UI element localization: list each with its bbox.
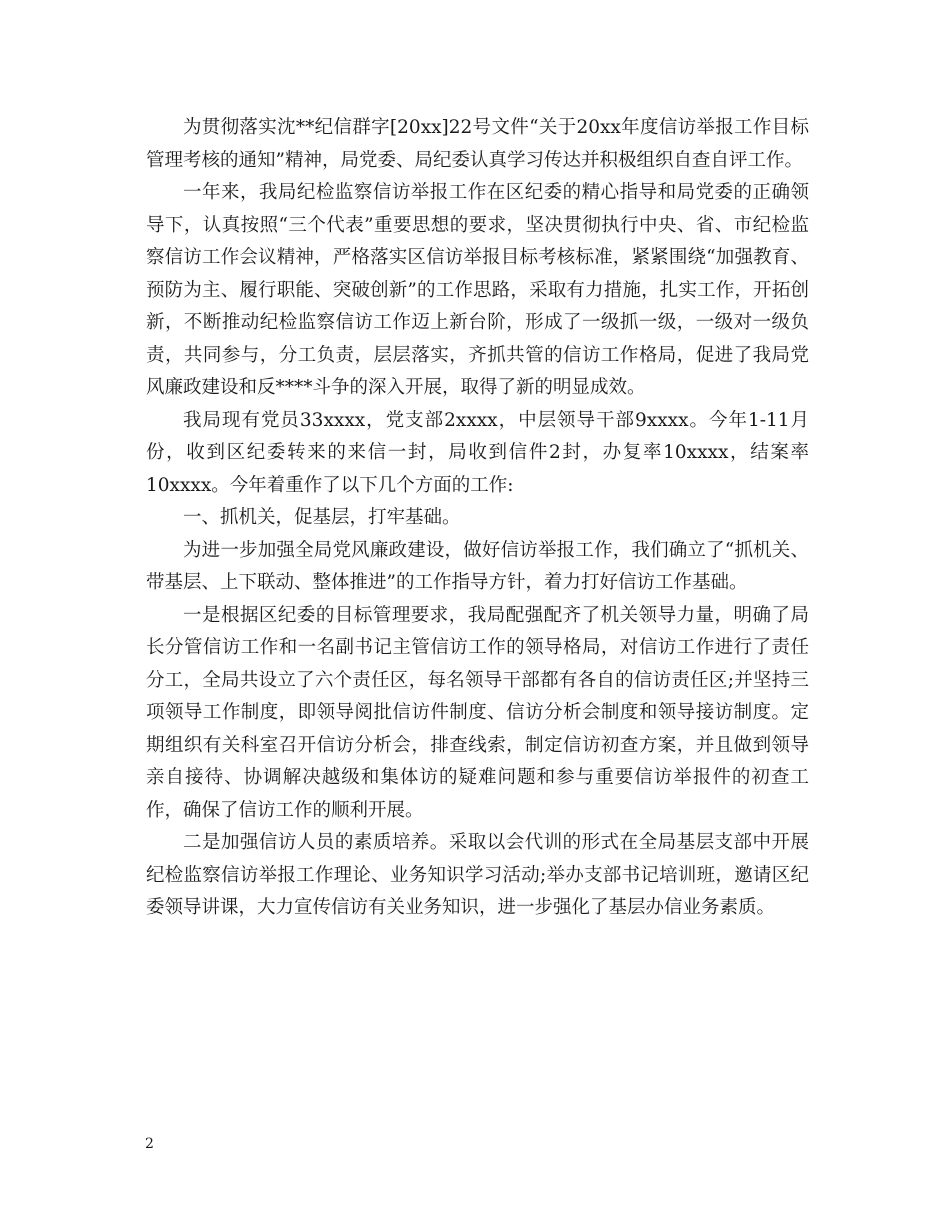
paragraph-statistics: 我局现有党员33xxxx，党支部2xxxx，中层领导干部9xxxx。今年1-11月份，收到区纪委转来的来信一封，局收到信件2封，办复率10xxxx，结案率10xxxx。今年着重作了以下几个方面的工作: (146, 409, 809, 496)
paragraph-overview: 一年来，我局纪检监察信访举报工作在区纪委的精心指导和局党委的正确领导下，认真按照“三个代表”重要思想的要求，坚决贯彻执行中央、省、市纪检监察信访工作会议精神，严格落实区信访举报目标考核标准，紧紧围绕“加强教育、预防为主、履行职能、突破创新”的工作思路，采取有力措施，扎实工作，开拓创新，不断推动纪检监察信访工作迈上新台阶，形成了一级抓一级，一级对一级负责，共同参与，分工负责，层层落实，齐抓共管的信访工作格局，促进了我局党风廉政建设和反****斗争的深入开展，取得了新的明显成效。 (146, 182, 809, 398)
paragraph-guideline: 为进一步加强全局党风廉政建设，做好信访举报工作，我们确立了“抓机关、带基层、上下联动、整体推进”的工作指导方针，着力打好信访工作基础。 (146, 539, 809, 593)
paragraph-intro: 为贯彻落实沈**纪信群字[20xx]22号文件“关于20xx年度信访举报工作目标管理考核的通知”精神，局党委、局纪委认真学习传达并积极组织自查自评工作。 (146, 117, 809, 171)
section-heading: 一、抓机关，促基层，打牢基础。 (183, 507, 461, 528)
paragraph-point-two: 二是加强信访人员的素质培养。采取以会代训的形式在全局基层支部中开展纪检监察信访举报工作理论、业务知识学习活动;举办支部书记培训班，邀请区纪委领导讲课，大力宣传信访有关业务知识，进一步强化了基层办信业务素质。 (146, 832, 809, 918)
paragraph-point-one: 一是根据区纪委的目标管理要求，我局配强配齐了机关领导力量，明确了局长分管信访工作和一名副书记主管信访工作的领导格局，对信访工作进行了责任分工，全局共设立了六个责任区，每名领导干部都有各自的信访责任区;并坚持三项领导工作制度，即领导阅批信访件制度、信访分析会制度和领导接访制度。定期组织有关科室召开信访分析会，排查线索，制定信访初查方案，并且做到领导亲自接待、协调解决越级和集体访的疑难问题和参与重要信访举报件的初查工作，确保了信访工作的顺利开展。 (146, 604, 809, 821)
document-body (146, 112, 809, 925)
page-number: 2 (145, 1136, 154, 1152)
